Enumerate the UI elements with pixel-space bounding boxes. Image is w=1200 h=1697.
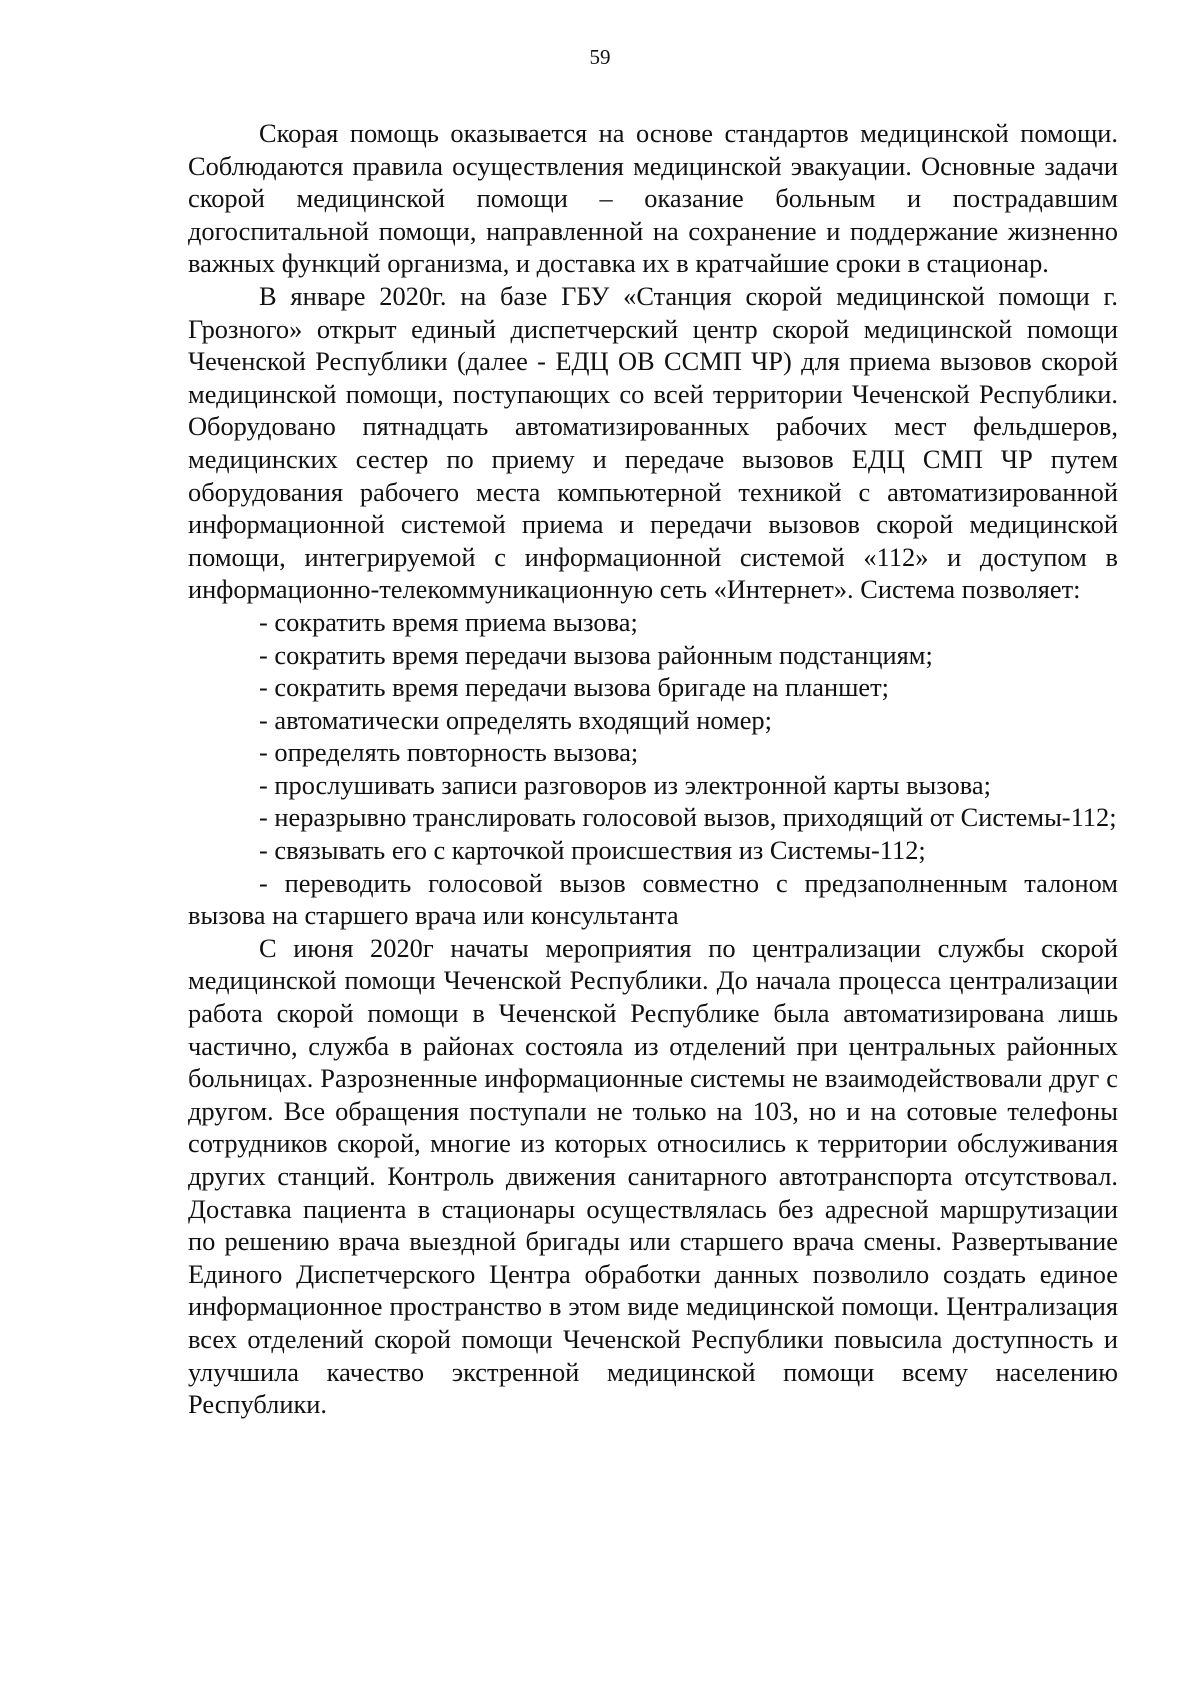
document-body (188, 117, 1118, 1421)
list-item: - определять повторность вызова; (259, 737, 639, 768)
list-item: - сократить время передачи вызова районным подстанциям; (259, 639, 933, 670)
list-item: - сократить время приема вызова; (259, 606, 638, 637)
list-item: - неразрывно транслировать голосовой вызов, приходящий от Системы-112; (259, 802, 1117, 833)
paragraph-centralization: С июня 2020г начаты мероприятия по централизации службы скорой медицинской помощи Чеченской Республики. До начала процесса централизации работа скорой помощи в Чеченской Республике была автоматизирована лишь частично, служба в районах состояла из отделений при центральных районных больницах. Разрозненные информационные системы не взаимодействовали друг с другом. Все обращения поступали не только на 103, но и на сотовые телефоны сотрудников скорой, многие из которых относились к территории обслуживания других станций. Контроль движения санитарного автотранспорта отсутствовал. Доставка пациента в стационары осуществлялась без адресной маршрутизации по решению врача выездной бригады или старшего врача смены. Развертывание Единого Диспетчерского Центра обработки данных позволило создать единое информационное пространство в этом виде медицинской помощи. Централизация всех отделений скорой помощи Чеченской Республики повысила доступность и улучшила качество экстренной медицинской помощи всему населению Республики. (188, 932, 1118, 1420)
paragraph-dispatch-center: В январе 2020г. на базе ГБУ «Станция скорой медицинской помощи г. Грозного» открыт единый диспетчерский центр скорой медицинской помощи Чеченской Республики (далее - ЕДЦ ОВ ССМП ЧР) для приема вызовов скорой медицинской помощи, поступающих со всей территории Чеченской Республики. Оборудовано пятнадцать автоматизированных рабочих мест фельдшеров, медицинских сестер по приему и передаче вызовов ЕДЦ СМП ЧР путем оборудования рабочего места компьютерной техникой с автоматизированной информационной системой приема и передачи вызовов скорой медицинской помощи, интегрируемой с информационной системой «112» и доступом в информационно-телекоммуникационную сеть «Интернет». Система позволяет: (188, 280, 1118, 605)
list-item: - переводить голосовой вызов совместно с предзаполненным талоном вызова на старшего врача или консультанта (188, 867, 1118, 931)
list-item: - автоматически определять входящий номер; (259, 704, 772, 735)
list-item: - прослушивать записи разговоров из электронной карты вызова; (259, 769, 991, 800)
paragraph-ambulance-standards: Скорая помощь оказывается на основе стандартов медицинской помощи. Соблюдаются правила осуществления медицинской эвакуации. Основные задачи скорой медицинской помощи – оказание больным и пострадавшим догоспитальной помощи, направленной на сохранение и поддержание жизненно важных функций организма, и доставка их в кратчайшие сроки в стационар. (188, 118, 1118, 279)
page-number: 59 (589, 45, 611, 69)
list-item: - связывать его с карточкой происшествия из Системы-112; (259, 835, 926, 866)
list-item: - сократить время передачи вызова бригаде на планшет; (259, 672, 890, 703)
